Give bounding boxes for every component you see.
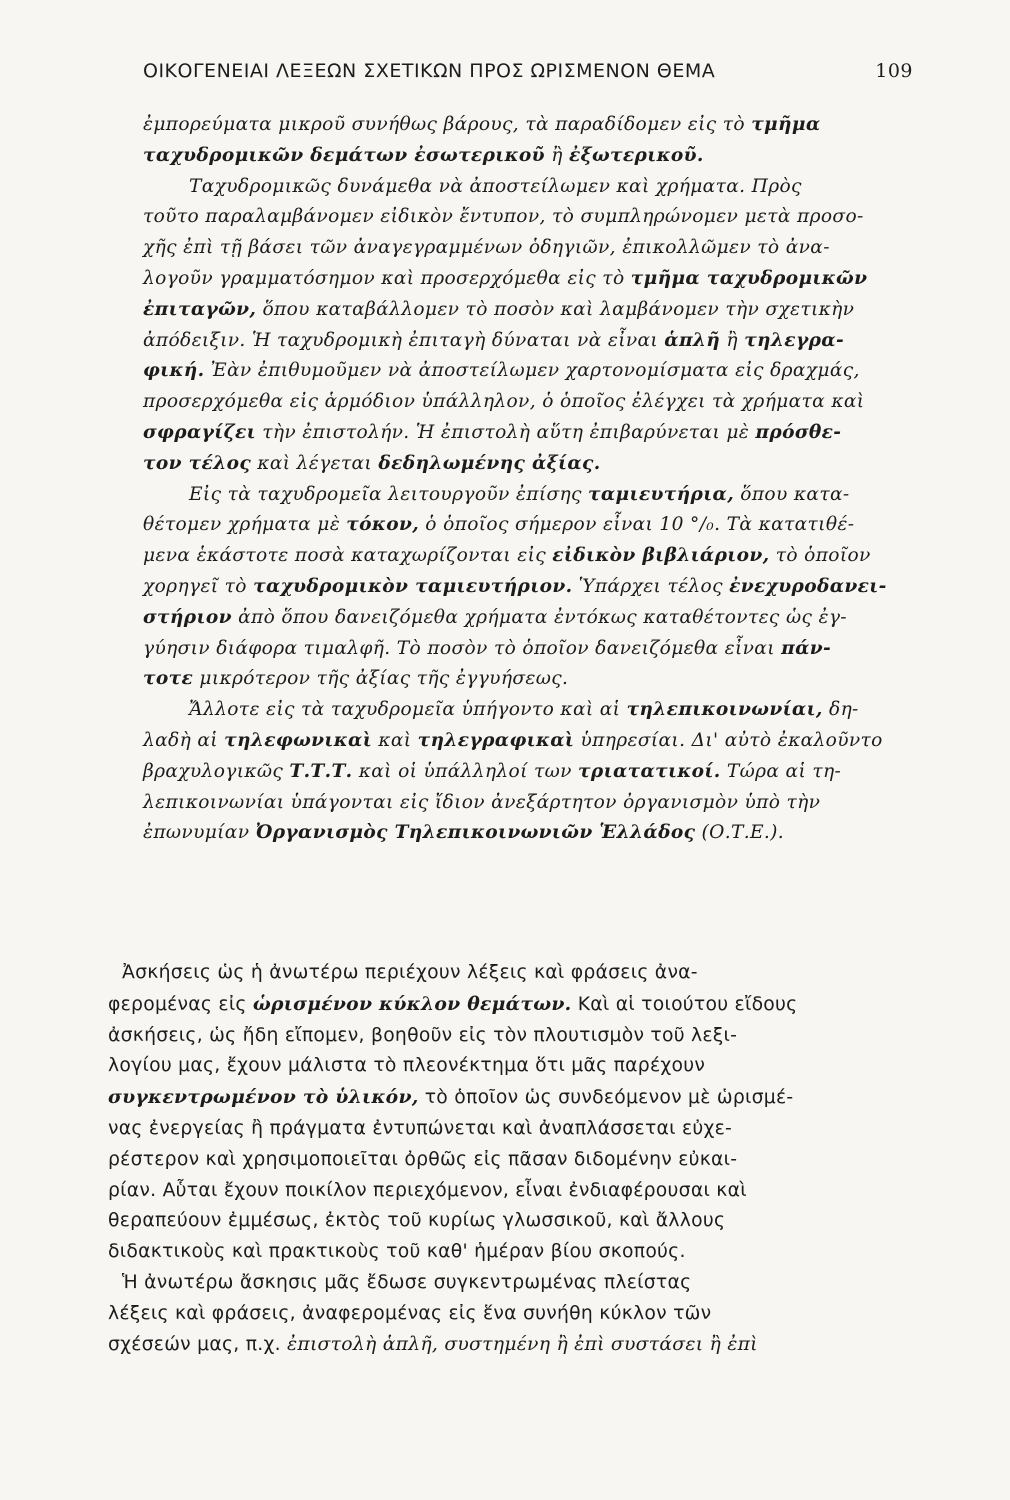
text-line: τοτε μικρότερον τῆς ἀξίας τῆς ἐγγυήσεως.	[143, 668, 569, 690]
text-line: γύησιν διάφορα τιμαλφῆ. Τὸ ποσὸν τὸ ὁποῖον δανειζόμεθα εἶναι πάν-	[143, 637, 832, 659]
text-line: ἀπόδειξιν. Ἡ ταχυδρομικὴ ἐπιταγὴ δύναται νὰ εἶναι ἁπλῆ ἢ τηλεγρα-	[143, 329, 845, 351]
text-line: φική. Ἐὰν ἐπιθυμοῦμεν νὰ ἀποστείλωμεν χαρτονομίσματα εἰς δραχμάς,	[143, 360, 860, 382]
text-line: λογοῦν γραμματόσημον καὶ προσερχόμεθα εἰς τὸ τμῆμα ταχυδρομικῶν	[143, 267, 868, 289]
text-line: μενα ἑκάστοτε ποσὰ καταχωρίζονται εἰς εἰδικὸν βιβλιάριον, τὸ ὁποῖον	[143, 545, 871, 567]
text-line: θέτομεν χρήματα μὲ τόκον, ὁ ὁποῖος σήμερον εἶναι 10 °/₀. Τὰ κατατιθέ-	[143, 514, 855, 536]
text-line: ρέστερον καὶ χρησιμοποιεῖται ὀρθῶς εἰς πᾶσαν διδομένην εὐκαι-	[108, 1148, 738, 1170]
text-line: ἐμπορεύματα μικροῦ συνήθως βάρους, τὰ παραδίδομεν εἰς τὸ τμῆμα	[143, 114, 821, 135]
text-line: λαδὴ αἱ τηλεφωνικαὶ καὶ τηλεγραφικαὶ ὑπηρεσίαι. Δι' αὐτὸ ἐκαλοῦντο	[143, 729, 883, 751]
text-line: τοῦτο παραλαμβάνομεν εἰδικὸν ἔντυπον, τὸ συμπληρώνομεν μετὰ προσο-	[143, 206, 864, 228]
text-line: Ἄλλοτε εἰς τὰ ταχυδρομεῖα ὑπήγοντο καὶ αἱ τηλεπικοινωνίαι, δη-	[189, 699, 859, 721]
text-line: χῆς ἐπὶ τῇ βάσει τῶν ἀναγεγραμμένων ὁδηγιῶν, ἐπικολλῶμεν τὸ ἀνα-	[143, 237, 830, 259]
text-line: ἐπιταγῶν, ὅπου καταβάλλομεν τὸ ποσὸν καὶ λαμβάνομεν τὴν σχετικὴν	[143, 298, 855, 320]
text-line: Ταχυδρομικῶς δυνάμεθα νὰ ἀποστείλωμεν καὶ χρήματα. Πρὸς	[189, 175, 802, 197]
upper-body-text	[143, 110, 925, 849]
page-number: 109	[875, 60, 913, 82]
text-line: λέξεις καὶ φράσεις, ἀναφερομένας εἰς ἕνα συνήθη κύκλον τῶν	[108, 1302, 712, 1324]
text-line: φερομένας εἰς ὡρισμένον κύκλον θεμάτων. Καὶ αἱ τοιούτου εἴδους	[108, 992, 798, 1015]
text-line: νας ἐνεργείας ἢ πράγματα ἐντυπώνεται καὶ ἀναπλάσσεται εὐχε-	[108, 1117, 733, 1139]
text-line: ἀσκήσεις, ὡς ἤδη εἴπομεν, βοηθοῦν εἰς τὸν πλουτισμὸν τοῦ λεξι-	[108, 1024, 738, 1046]
lower-body-text	[108, 958, 928, 1360]
text-line: συγκεντρωμένον τὸ ὑλικόν, τὸ ὁποῖον ὡς συνδεόμενον μὲ ὡρισμέ-	[108, 1086, 794, 1109]
text-line: διδακτικοὺς καὶ πρακτικοὺς τοῦ καθ' ἡμέραν βίου σκοπούς.	[108, 1241, 686, 1263]
text-line: προσερχόμεθα εἰς ἁρμόδιον ὑπάλληλον, ὁ ὁποῖος ἐλέγχει τὰ χρήματα καὶ	[143, 391, 865, 413]
text-line: Ἀσκήσεις ὡς ἡ ἀνωτέρω περιέχουν λέξεις καὶ φράσεις ἀνα-	[122, 962, 698, 983]
text-line: λεπικοινωνίαι ὑπάγονται εἰς ἴδιον ἀνεξάρτητον ὀργανισμὸν ὑπὸ τὴν	[143, 791, 821, 813]
text-line: βραχυλογικῶς Τ.Τ.Τ. καὶ οἱ ὑπάλληλοί των τριατατικοί. Τώρα αἱ τη-	[143, 760, 842, 782]
text-line: χορηγεῖ τὸ ταχυδρομικὸν ταμιευτήριον. Ὑπάρχει τέλος ἐνεχυροδανει-	[143, 575, 887, 597]
text-line: Εἰς τὰ ταχυδρομεῖα λειτουργοῦν ἐπίσης ταμιευτήρια, ὅπου κατα-	[189, 483, 850, 505]
text-line: λογίου μας, ἔχουν μάλιστα τὸ πλεονέκτημα ὅτι μᾶς παρέχουν	[108, 1055, 706, 1077]
text-line: σχέσεών μας, π.χ. ἐπιστολὴ ἁπλῆ, συστημένη ἢ ἐπὶ συστάσει ἢ ἐπὶ	[108, 1333, 758, 1355]
chapter-title: ΟΙΚΟΓΕΝΕΙΑΙ ΛΕΞΕΩΝ ΣΧΕΤΙΚΩΝ ΠΡΟΣ ΩΡΙΣΜΕΝΟΝ ΘΕΜΑ	[143, 60, 716, 82]
text-line: ρίαν. Αὗται ἔχουν ποικίλον περιεχόμενον, εἶναι ἐνδιαφέρουσαι καὶ	[108, 1179, 747, 1201]
text-line: σφραγίζει τὴν ἐπιστολήν. Ἡ ἐπιστολὴ αὕτη ἐπιβαρύνεται μὲ πρόσθε-	[143, 421, 842, 443]
text-line: ἐπωνυμίαν Ὀργανισμὸς Τηλεπικοινωνιῶν Ἑλλάδος (Ο.Τ.Ε.).	[143, 822, 785, 844]
running-header	[143, 60, 913, 82]
text-line: ταχυδρομικῶν δεμάτων ἐσωτερικοῦ ἢ ἐξωτερικοῦ.	[143, 144, 704, 166]
text-line: στήριον ἀπὸ ὅπου δανειζόμεθα χρήματα ἐντόκως καταθέτοντες ὡς ἐγ-	[143, 606, 847, 628]
text-line: Ἡ ἀνωτέρω ἄσκησις μᾶς ἔδωσε συγκεντρωμένας πλείστας	[122, 1271, 692, 1293]
text-line: θεραπεύουν ἐμμέσως, ἐκτὸς τοῦ κυρίως γλωσσικοῦ, καὶ ἄλλους	[108, 1210, 726, 1232]
text-line: τον τέλος καὶ λέγεται δεδηλωμένης ἀξίας.	[143, 452, 601, 474]
